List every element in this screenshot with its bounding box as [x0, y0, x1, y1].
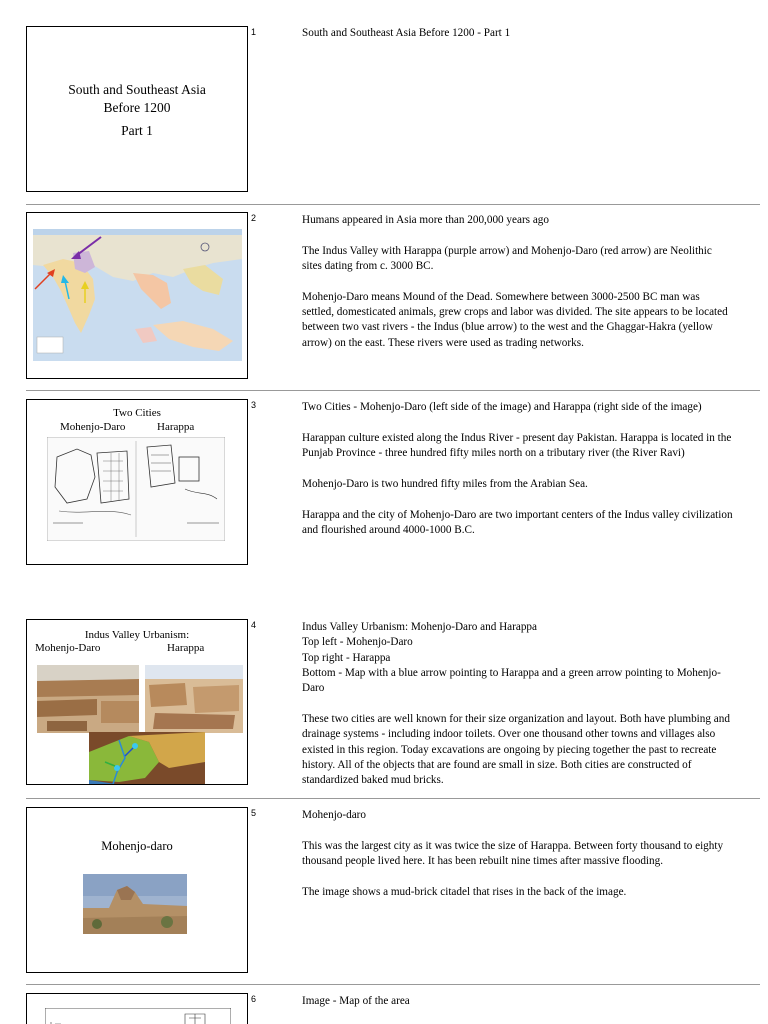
citadel-photo	[83, 874, 187, 934]
slide-5-thumbnail[interactable]	[26, 807, 248, 973]
note-paragraph: Harappa and the city of Mohenjo-Daro are two important centers of the Indus valley civilization and flourished around 4000-1000 B.C.	[302, 508, 733, 536]
note-paragraph: Image - Map of the area	[302, 995, 410, 1007]
slide-5-title: Mohenjo-daro	[101, 839, 173, 853]
note-paragraph: Mohenjo-Daro is two hundred fifty miles from the Arabian Sea.	[302, 477, 588, 490]
note-paragraph: Harappan culture existed along the Indus River - present day Pakistan. Harappa is located in the Punjab Province - three hundred fifty miles north on a tributary river (the River Ravi)	[302, 431, 732, 460]
slide-1-subtitle: Part 1	[121, 123, 153, 138]
note-paragraph: Mohenjo-Daro means Mound of the Dead. Somewhere between 3000-2500 BC man was settled, domesticated animals, grew crops and labor was divided. The site appears to be located between two vast rivers - the Indus (blue arrow) to the west and the Ghaggar-Hakra (yellow arrow) on the east. These rivers were used as trading networks.	[302, 290, 728, 349]
note-paragraph: These two cities are well known for their size organization and layout. Both have plumbing and drainage systems - including indoor toilets. Over one thousand other towns and villages also existed in this region. Today excavations are ongoing by piecing together the past to recreate history. All of the objects that are found are small in size. Both cities are constructed of standardized baked mud bricks.	[302, 712, 730, 787]
note-line: Top right - Harappa	[302, 651, 391, 664]
slide-1-title: South and Southeast Asia Before 1200	[68, 82, 206, 115]
label-harappa: Harappa	[157, 421, 195, 433]
slide-number-4: 4	[251, 620, 257, 630]
note-line: Bottom - Map with a blue arrow pointing to Harappa and a green arrow pointing to Mohenjo-Daro	[302, 666, 721, 695]
slide-1-thumbnail[interactable]	[26, 26, 248, 192]
divider	[26, 798, 760, 799]
indus-region-map	[89, 732, 205, 785]
slide-number-6: 6	[251, 994, 257, 1004]
mohenjo-daro-photo	[37, 665, 139, 733]
slide-3-notes	[302, 400, 734, 554]
note-paragraph: This was the largest city as it was twice the size of Harappa. Between forty thousand to eighty thousand people lived here. It has been rebuilt nine times after massive flooding.	[302, 839, 724, 868]
city-plans-image	[47, 437, 225, 541]
slide-2-thumbnail[interactable]	[26, 212, 248, 379]
note-paragraph: Mohenjo-daro	[302, 809, 367, 821]
slide-number-5: 5	[251, 808, 257, 818]
divider	[26, 984, 760, 985]
slide-2-notes	[302, 213, 734, 367]
slide-4-title: Indus Valley Urbanism:	[84, 629, 190, 641]
note-paragraph: South and Southeast Asia Before 1200 - Part 1	[302, 27, 511, 39]
slide-6-notes	[302, 994, 734, 1024]
note-paragraph: Humans appeared in Asia more than 200,000 years ago	[302, 214, 549, 226]
note-line: Top left - Mohenjo-Daro	[302, 636, 413, 649]
divider	[26, 390, 760, 391]
slide-number-1: 1	[251, 27, 257, 37]
note-paragraph: Two Cities - Mohenjo-Daro (left side of the image) and Harappa (right side of the image)	[302, 401, 702, 413]
note-paragraph: The image shows a mud-brick citadel that rises in the back of the image.	[302, 885, 627, 898]
note-line: Indus Valley Urbanism: Mohenjo-Daro and Harappa	[302, 621, 537, 633]
harappa-photo	[145, 665, 243, 733]
slide-3-thumbnail[interactable]	[26, 399, 248, 565]
label-mohenjo-daro: Mohenjo-Daro	[60, 421, 126, 433]
label-mohenjo-daro: Mohenjo-Daro	[35, 642, 101, 654]
slide-1-notes	[302, 26, 734, 57]
slide-3-title: Two Cities	[113, 407, 161, 419]
area-map-image	[45, 1008, 231, 1024]
slide-5-notes	[302, 808, 734, 916]
slide-4-thumbnail[interactable]	[26, 619, 248, 785]
asia-map-image	[33, 229, 242, 361]
slide-4-notes	[302, 620, 734, 804]
slide-number-2: 2	[251, 213, 257, 223]
note-paragraph: The Indus Valley with Harappa (purple arrow) and Mohenjo-Daro (red arrow) are Neolithic sites dating from c. 3000 BC.	[302, 244, 712, 273]
divider	[26, 204, 760, 205]
label-harappa: Harappa	[167, 642, 205, 654]
slide-6-thumbnail[interactable]	[26, 993, 248, 1024]
slide-number-3: 3	[251, 400, 257, 410]
